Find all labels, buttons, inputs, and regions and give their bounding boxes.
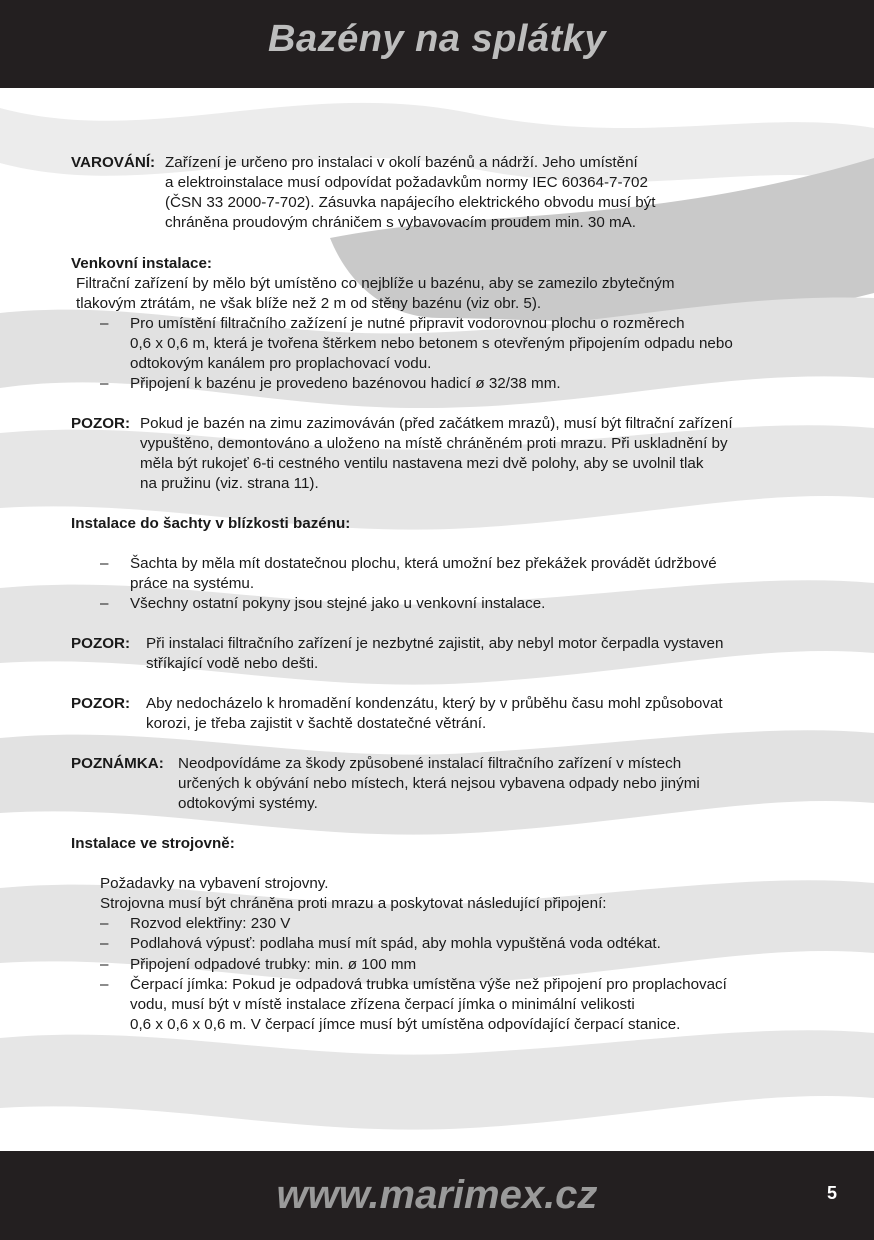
caution-text-line: Při instalaci filtračního zařízení je nezbytné zajistit, aby nebyl motor čerpadla vystaven	[146, 635, 724, 652]
note-text-line: Neodpovídáme za škody způsobené instalací filtračního zařízení v místech	[178, 755, 682, 772]
caution-label: POZOR:	[71, 415, 131, 432]
warning-text-line: Zařízení je určeno pro instalaci v okolí bazénů a nádrží. Jeho umístění	[165, 154, 638, 171]
machine-bullet-line: 0,6 x 0,6 x 0,6 m. V čerpací jímce musí být umístěna odpovídající čerpací stanice.	[130, 1016, 681, 1033]
page-footer	[0, 1151, 874, 1240]
bullet-dash: –	[100, 935, 109, 952]
caution-text-line: měla být rukojeť 6-ti cestného ventilu nastavena mezi dvě polohy, aby se uvolnil tlak	[140, 455, 704, 472]
warning-text-line: chráněna proudovým chráničem s vybavovacím proudem min. 30 mA.	[165, 214, 637, 231]
caution-text-line: stříkající vodě nebo dešti.	[146, 655, 319, 672]
note-text-line: odtokovými systémy.	[178, 795, 318, 812]
outdoor-bullet-line: Připojení k bazénu je provedeno bazénovou hadicí ø 32/38 mm.	[130, 375, 561, 392]
machine-bullet-line: Podlahová výpusť: podlaha musí mít spád, aby mohla vypuštěná voda odtékat.	[130, 935, 661, 952]
outdoor-bullet-line: 0,6 x 0,6 m, která je tvořena štěrkem nebo betonem s otevřeným připojením odpadu nebo	[130, 335, 733, 352]
caution-text-line: korozi, je třeba zajistit v šachtě dostatečné větrání.	[146, 715, 487, 732]
bullet-dash: –	[100, 595, 109, 612]
bullet-dash: –	[100, 375, 109, 392]
section-heading-machine-room: Instalace ve strojovně:	[71, 835, 235, 852]
section-heading-outdoor: Venkovní instalace:	[71, 255, 212, 272]
shaft-bullet-line: Všechny ostatní pokyny jsou stejné jako u venkovní instalace.	[130, 595, 546, 612]
warning-text-line: a elektroinstalace musí odpovídat požadavkům normy IEC 60364-7-702	[165, 174, 648, 191]
caution-text-line: Aby nedocházelo k hromadění kondenzátu, který by v průběhu času mohl způsobovat	[146, 695, 723, 712]
outdoor-intro-line: Filtrační zařízení by mělo být umístěno co nejblíže u bazénu, aby se zamezilo zbytečným	[76, 275, 675, 292]
outdoor-bullet-line: Pro umístění filtračního zažízení je nutné připravit vodorovnou plochu o rozměrech	[130, 315, 685, 332]
page-number: 5	[826, 1183, 837, 1203]
machine-intro-line: Požadavky na vybavení strojovny.	[100, 875, 329, 892]
caution-text-line: Pokud je bazén na zimu zazimováván (před začátkem mrazů), musí být filtrační zařízení	[140, 415, 733, 432]
machine-bullet-line: Rozvod elektřiny: 230 V	[130, 915, 291, 932]
bullet-dash: –	[100, 555, 109, 572]
machine-intro-line: Strojovna musí být chráněna proti mrazu a poskytovat následující připojení:	[100, 895, 607, 912]
bullet-dash: –	[100, 956, 109, 973]
bullet-dash: –	[100, 315, 109, 332]
outdoor-bullet-line: odtokovým kanálem pro proplachovací vodu.	[130, 355, 432, 372]
shaft-bullet-line: Šachta by měla mít dostatečnou plochu, která umožní bez překážek provádět údržbové	[130, 555, 717, 572]
caution-text-line: na pružinu (viz. strana 11).	[140, 475, 319, 492]
machine-bullet-line: Čerpací jímka: Pokud je odpadová trubka umístěna výše než připojení pro proplachovací	[130, 976, 727, 993]
shaft-bullet-line: práce na systému.	[130, 575, 255, 592]
bullet-dash: –	[100, 976, 109, 993]
outdoor-intro-line: tlakovým ztrátám, ne však blíže než 2 m od stěny bazénu (viz obr. 5).	[76, 295, 542, 312]
note-text-line: určených k obývání nebo místech, která nejsou vybavena odpady nebo jinými	[178, 775, 700, 792]
warning-label: VAROVÁNÍ:	[71, 154, 156, 171]
bullet-dash: –	[100, 915, 109, 932]
caution-label: POZOR:	[71, 635, 131, 652]
page-title: Bazény na splátky	[268, 18, 606, 60]
warning-text-line: (ČSN 33 2000-7-702). Zásuvka napájecího elektrického obvodu musí být	[165, 194, 656, 211]
machine-bullet-line: Připojení odpadové trubky: min. ø 100 mm	[130, 956, 417, 973]
note-label: POZNÁMKA:	[71, 755, 164, 772]
caution-label: POZOR:	[71, 695, 131, 712]
caution-text-line: vypuštěno, demontováno a uloženo na místě chráněném proti mrazu. Při uskladnění by	[140, 435, 728, 452]
section-heading-shaft: Instalace do šachty v blízkosti bazénu:	[71, 515, 351, 532]
machine-bullet-line: vodu, musí být v místě instalace zřízena čerpací jímka o minimální velikosti	[130, 996, 635, 1013]
website-url: www.marimex.cz	[276, 1173, 598, 1217]
